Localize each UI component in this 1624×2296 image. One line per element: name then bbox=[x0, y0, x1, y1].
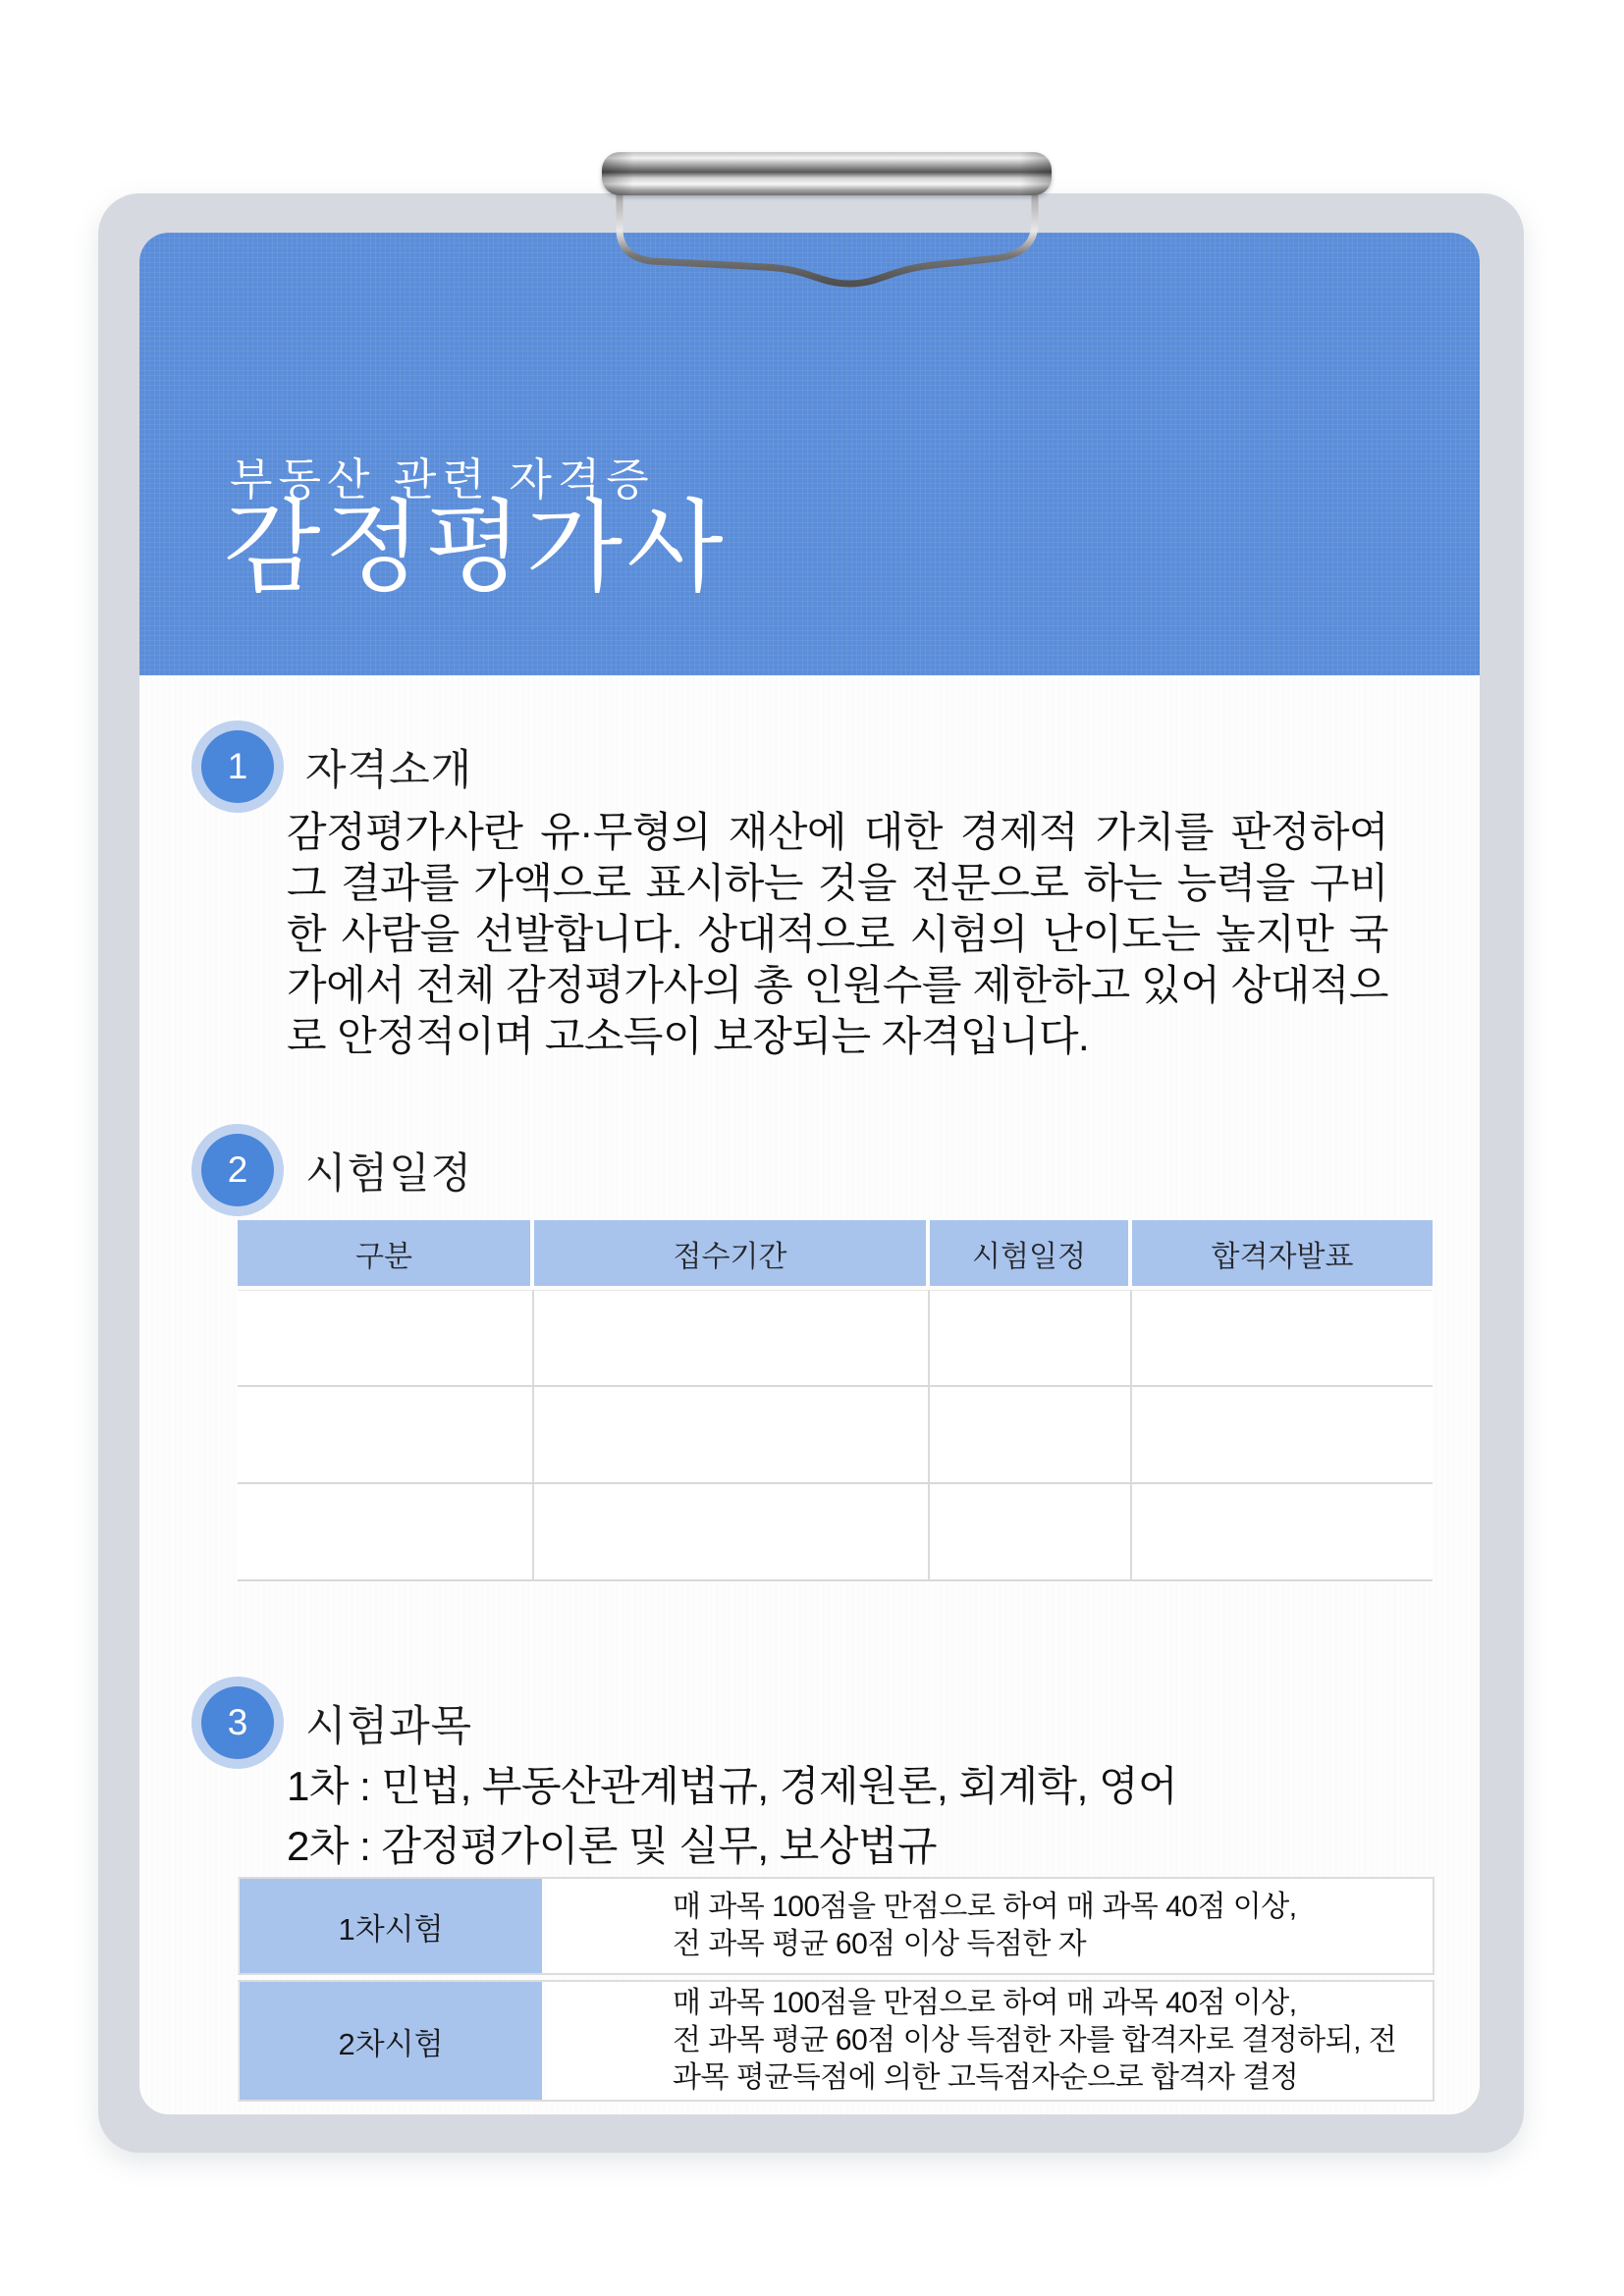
section-3-title: 시험과목 bbox=[305, 1702, 473, 1750]
section-2-header bbox=[201, 1132, 472, 1208]
section-3-number-badge: 3 bbox=[201, 1686, 274, 1759]
criteria-row-label: 2차시험 bbox=[240, 1982, 547, 2100]
schedule-header-row bbox=[238, 1220, 1433, 1290]
schedule-empty-cell bbox=[534, 1290, 930, 1387]
subjects-line-1: 1차 : 민법, 부동산관계법규, 경제원론, 회계학, 영어 bbox=[287, 1763, 1178, 1809]
section-1-header bbox=[201, 728, 472, 805]
header-subtitle: 부동산 관련 자격증 bbox=[230, 454, 655, 505]
schedule-empty-cell bbox=[930, 1387, 1132, 1484]
schedule-empty-row bbox=[238, 1387, 1433, 1484]
section-3-header bbox=[201, 1684, 472, 1761]
criteria-text-line: 매 과목 100점을 만점으로 하여 매 과목 40점 이상, bbox=[673, 1891, 1297, 1923]
criteria-text-line: 과목 평균득점에 의한 고득점자순으로 합격자 결정 bbox=[673, 2061, 1299, 2094]
schedule-empty-cell bbox=[1132, 1290, 1433, 1387]
exam-subjects-list bbox=[287, 1756, 1177, 1876]
subjects-line-2: 2차 : 감정평가이론 및 실무, 보상법규 bbox=[287, 1823, 938, 1869]
criteria-row-text bbox=[547, 1879, 1433, 1973]
schedule-empty-cell bbox=[534, 1387, 930, 1484]
criteria-text-line: 전 과목 평균 60점 이상 득점한 자 bbox=[673, 1928, 1087, 1960]
criteria-row-text bbox=[547, 1982, 1433, 2100]
criteria-row-second-exam bbox=[238, 1980, 1435, 2102]
schedule-empty-cell bbox=[930, 1484, 1132, 1581]
schedule-empty-cell bbox=[238, 1484, 534, 1581]
schedule-col-header: 시험일정 bbox=[930, 1220, 1132, 1290]
section-1-number-badge: 1 bbox=[201, 730, 274, 803]
clipboard-clip bbox=[602, 152, 1052, 309]
schedule-empty-cell bbox=[930, 1290, 1132, 1387]
schedule-col-header: 합격자발표 bbox=[1132, 1220, 1433, 1290]
criteria-row-label: 1차시험 bbox=[240, 1879, 547, 1973]
pass-criteria-table bbox=[238, 1877, 1435, 2102]
section-2-title: 시험일정 bbox=[305, 1149, 473, 1198]
clip-bar bbox=[602, 152, 1052, 195]
criteria-text-line: 전 과목 평균 60점 이상 득점한 자를 합격자로 결정하되, 전 bbox=[673, 2024, 1397, 2056]
page-title: 감정평가사 bbox=[224, 492, 728, 604]
section-1-title: 자격소개 bbox=[305, 746, 473, 794]
paper-sheet bbox=[139, 233, 1480, 2114]
schedule-col-header: 접수기간 bbox=[534, 1220, 930, 1290]
schedule-empty-cell bbox=[1132, 1387, 1433, 1484]
schedule-col-header: 구분 bbox=[238, 1220, 534, 1290]
schedule-empty-cell bbox=[534, 1484, 930, 1581]
clip-wire-icon bbox=[608, 187, 1046, 305]
exam-schedule-table bbox=[238, 1220, 1433, 1581]
qualification-intro-paragraph: 감정평가사란 유·무형의 재산에 대한 경제적 가치를 판정하여 그 결과를 가액으로 표시하는 것을 전문으로 하는 능력을 구비한 사람을 선발합니다. 상대적으로 시험의 난이도는 높지만 국가에서 전체 감정평가사의 총 인원수를 제한하고 있어 상대적으로 안정적이며 고소득이 보장되는 자격입니다. bbox=[287, 809, 1388, 1059]
section-2-number-badge: 2 bbox=[201, 1134, 274, 1206]
criteria-row-first-exam bbox=[238, 1877, 1435, 1975]
schedule-empty-cell bbox=[238, 1387, 534, 1484]
schedule-empty-cell bbox=[1132, 1484, 1433, 1581]
schedule-empty-row bbox=[238, 1484, 1433, 1581]
criteria-text-line: 매 과목 100점을 만점으로 하여 매 과목 40점 이상, bbox=[673, 1987, 1297, 2019]
schedule-empty-cell bbox=[238, 1290, 534, 1387]
schedule-empty-row bbox=[238, 1290, 1433, 1387]
